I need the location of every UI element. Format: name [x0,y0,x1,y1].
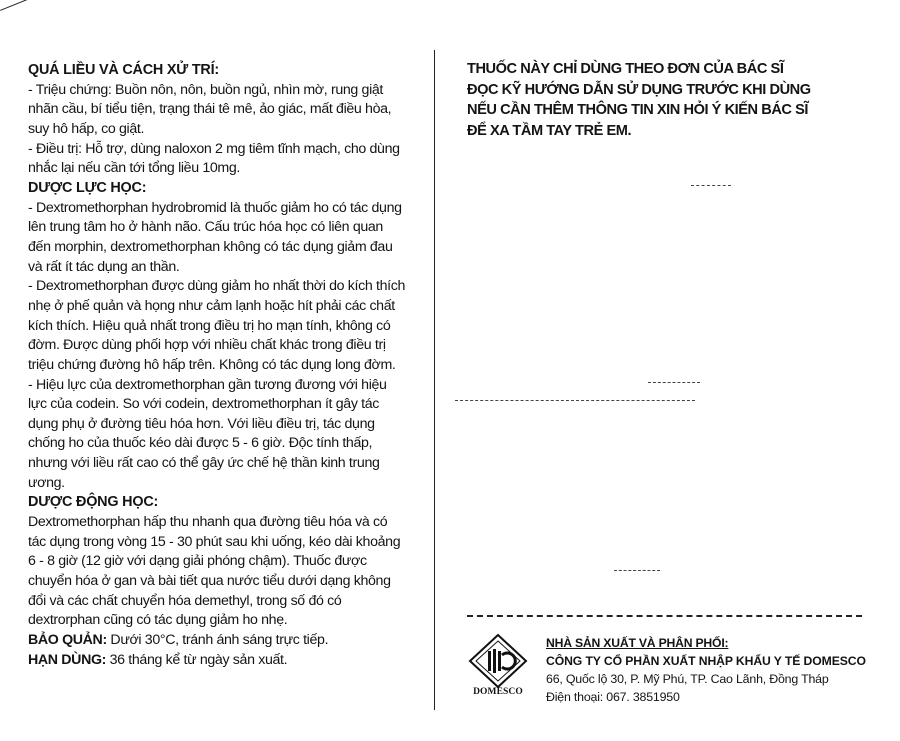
print-speck [648,382,700,383]
prescription-warning [467,59,887,141]
warning-line: ĐỌC KỸ HƯỚNG DẪN SỬ DỤNG TRƯỚC KHI DÙNG [467,81,811,98]
print-speck [455,400,695,401]
column-divider [434,50,435,710]
print-speck [691,185,731,186]
manufacturer-block [546,634,891,706]
left-column [28,61,406,670]
company-name: CÔNG TY CỔ PHẦN XUẤT NHẬP KHẨU Y TẾ DOMESCO [546,654,866,668]
overdose-treatment: - Điều trị: Hỗ trợ, dùng naloxon 2 mg tiêm tĩnh mạch, cho dùng nhắc lại nếu cần tới tổng liều 10mg. [28,140,400,177]
print-speck [614,570,660,571]
dashed-separator [467,615,862,617]
pharmacokinetics-text: Dextromethorphan hấp thu nhanh qua đường tiêu hóa và có tác dụng trong vòng 15 - 30 phút sau khi uống, kéo dài khoảng 6 - 8 giờ (12 giờ với dạng giải phóng chậm). Thuốc được chuyển hóa ở gan và bài tiết qua nước tiểu dưới dạng không đổi và các chất chuyển hóa demethyl, trong số đó có dextrorphan cũng có tác dụng giảm ho nhẹ. [28,514,401,629]
corner-fold-mark [0,0,40,28]
pharmacodynamics-para-3: - Hiệu lực của dextromethorphan gần tương đương với hiệu lực của codein. So với codein, dextromethorphan ít gây tác dụng phụ ở đường tiêu hóa hơn. Với liều điều trị, tác dụng chống ho của thuốc kéo dài được 5 - 6 giờ. Độc tính thấp, nhưng với liều rất cao có thể gây ức chế hệ thần kinh trung ương. [28,376,387,491]
expiry-value: 36 tháng kể từ ngày sản xuất. [106,651,288,668]
pharmacodynamics-heading: DƯỢC LỰC HỌC: [28,179,147,196]
expiry-line [28,651,406,671]
manufacturer-label: NHÀ SẢN XUẤT VÀ PHÂN PHỐI: [546,636,729,650]
pharmacodynamics-para-2: - Dextromethorphan được dùng giảm ho nhất thời do kích thích nhẹ ở phế quản và họng như cảm lạnh hoặc hít phải các chất kích thích. Hiệu quả nhất trong điều trị ho mạn tính, không có đờm. Được dùng phối hợp với nhiều chất khác trong điều trị triệu chứng đường hô hấp trên. Không có tác dụng long đờm. [28,278,405,373]
storage-value: Dưới 30°C, tránh ánh sáng trực tiếp. [106,632,329,649]
overdose-heading: QUÁ LIỀU VÀ CÁCH XỬ TRÍ: [28,62,220,78]
warning-line: THUỐC NÀY CHỈ DÙNG THEO ĐƠN CỦA BÁC SĨ [467,61,784,77]
logo-wordmark: DOMESCO [473,687,523,697]
company-address: 66, Quốc lộ 30, P. Mỹ Phú, TP. Cao Lãnh, Đồng Tháp [546,672,829,686]
pharmacodynamics-para-1: - Dextromethorphan hydrobromid là thuốc giảm ho có tác dụng lên trung tâm ho ở hành não. Cấu trúc hóa học có liên quan đến morphin, dextromethorphan không có tác dụng giảm đau và rất ít tác dụng an thần. [28,199,402,275]
overdose-symptoms: - Triệu chứng: Buồn nôn, nôn, buồn ngủ, nhìn mờ, rung giật nhãn cầu, bí tiểu tiện, trạng thái tê mê, ảo giác, mất điều hòa, suy hô hấp, co giật. [28,81,392,137]
storage-label: BẢO QUẢN: [28,632,107,649]
storage-line [28,631,406,651]
expiry-label: HẠN DÙNG: [28,651,107,668]
warning-line: NẾU CẦN THÊM THÔNG TIN XIN HỎI Ý KIẾN BÁC SĨ [467,102,809,118]
company-phone: Điện thoại: 067. 3851950 [546,690,680,704]
warning-line: ĐỂ XA TẦM TAY TRẺ EM. [467,122,632,139]
pharmacokinetics-heading: DƯỢC ĐỘNG HỌC: [28,494,159,511]
